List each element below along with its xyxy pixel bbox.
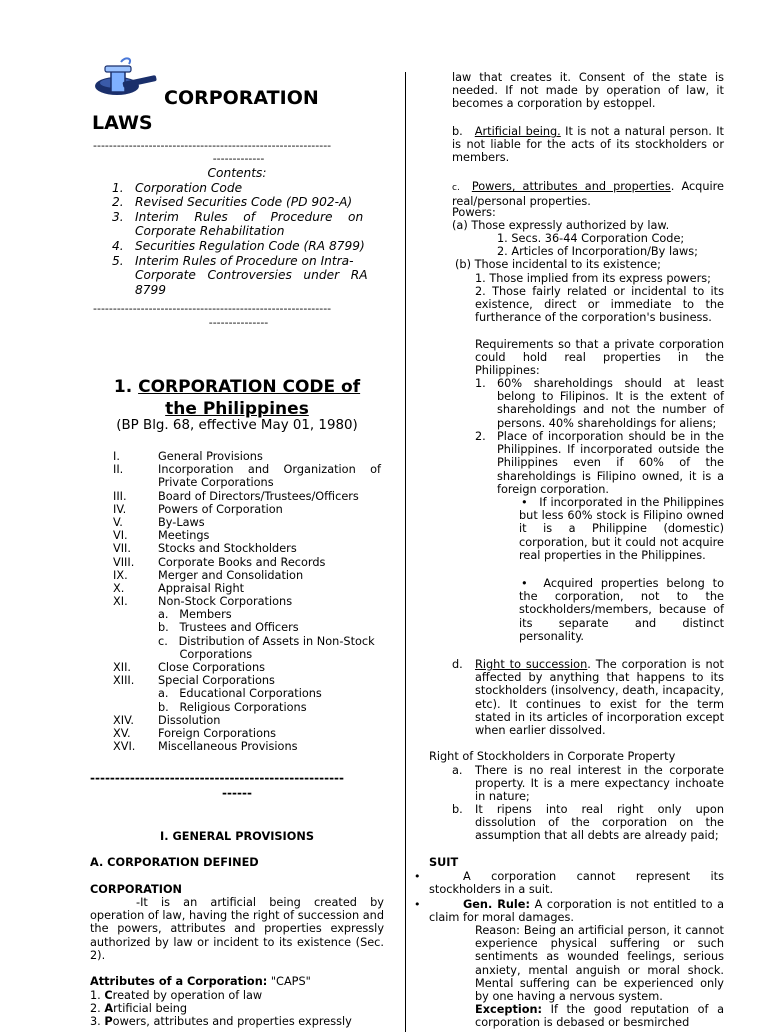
document-title: CORPORATION xyxy=(164,87,319,109)
req-1-num: 1. xyxy=(475,377,486,390)
contents-item xyxy=(90,210,384,239)
gen-rule xyxy=(429,898,724,924)
contents-item-number: 1. xyxy=(112,180,124,195)
contents-item-line: 8799 xyxy=(135,282,167,297)
toc-row xyxy=(113,714,385,727)
toc-title: Powers of Corporation xyxy=(158,502,283,516)
attributes-caps: "CAPS" xyxy=(267,975,311,988)
caps-list xyxy=(90,989,384,1029)
item-b xyxy=(452,125,724,165)
toc-title: By-Laws xyxy=(158,515,205,529)
toc-number: XV. xyxy=(113,726,131,740)
right-p1: law that creates it. Consent of the state is needed. If not made by operation of law, it becomes a corporation by estoppel. xyxy=(452,71,724,111)
item-b-text: It is not a natural person. It is not liable for the acts of its stockholders or members. xyxy=(452,125,724,165)
divider: --------------------------------------------------- xyxy=(90,772,345,785)
caps-item xyxy=(90,1002,384,1015)
contents-heading: Contents: xyxy=(207,166,267,180)
toc-title: Private Corporations xyxy=(158,476,274,490)
toc-number: XIII. xyxy=(113,674,135,688)
section-title xyxy=(90,377,384,398)
item-c-letter: c. xyxy=(452,183,460,193)
rights-b-letter: b. xyxy=(452,803,463,816)
toc-row xyxy=(113,490,385,503)
toc-number: VIII. xyxy=(113,555,135,569)
powers-a1: 1. Secs. 36-44 Corporation Code; xyxy=(497,232,685,245)
item-d-title: Right to succession xyxy=(475,658,588,671)
divider: ------------- xyxy=(212,152,265,165)
caps-letter: A xyxy=(104,1002,114,1016)
toc-row xyxy=(113,542,385,555)
item-d-letter: d. xyxy=(452,658,463,671)
toc-title: Corporate Books and Records xyxy=(158,555,326,569)
toc-number: VI. xyxy=(113,529,128,543)
toc-number: III. xyxy=(113,489,127,503)
toc-row xyxy=(113,701,385,714)
rights-heading: Right of Stockholders in Corporate Property xyxy=(429,750,676,763)
contents-item-line: Revised Securities Code (PD 902-A) xyxy=(135,195,353,210)
caps-text: rtificial being xyxy=(113,1002,188,1016)
toc-row xyxy=(113,529,385,542)
caps-letter: C xyxy=(104,989,113,1002)
contents-item-line: Corporate Controversies under RA xyxy=(135,268,368,283)
toc-row xyxy=(113,450,385,463)
bullet-1: • If incorporated in the Philippines but less 60% stock is Filipino owned it is a Philippine (domestic) corporation, but it could not acquire real properties in the Philippines. xyxy=(519,496,725,562)
toc-title: Non-Stock Corporations xyxy=(158,595,293,609)
rights-a-letter: a. xyxy=(452,764,463,777)
caps-number: 3. xyxy=(90,1015,105,1029)
contents-block xyxy=(90,166,384,297)
suit-bullet-icon: • xyxy=(414,870,421,883)
toc-title: Foreign Corporations xyxy=(158,726,277,740)
caps-number: 1. xyxy=(90,989,105,1002)
powers-b2: 2. Those fairly related or incidental to its existence, direct or immediate to the furtherance of the corporation's business. xyxy=(475,285,724,325)
caps-number: 2. xyxy=(90,1002,105,1016)
suit-1: A corporation cannot represent its stockholders in a suit. xyxy=(429,870,724,897)
contents-item-number: 2. xyxy=(112,195,124,210)
contents-item-line: Corporate Rehabilitation xyxy=(135,224,285,239)
contents-item xyxy=(90,195,384,210)
attributes-label: Attributes of a Corporation: xyxy=(90,975,268,988)
toc-title: Board of Directors/Trustees/Officers xyxy=(158,489,359,503)
contents-item-number: 5. xyxy=(112,253,124,268)
gen-rule-bullet-icon: • xyxy=(414,898,421,911)
document-title-line2: LAWS xyxy=(92,112,153,134)
powers-a2: 2. Articles of Incorporation/By laws; xyxy=(497,245,698,258)
toc-row xyxy=(113,648,385,661)
toc-title: Miscellaneous Provisions xyxy=(158,740,298,754)
bullet-2-text: Acquired properties belong to the corporation, not to the stockholders/members, because of its separate and distinct personality. xyxy=(519,577,724,643)
exception xyxy=(475,1003,724,1029)
bullet-1-text: If incorporated in the Philippines but less 60% stock is Filipino owned it is a Philippine (domestic) corporation, but it could not acquire real properties in the Philippines. xyxy=(519,496,725,562)
toc-row xyxy=(113,569,385,582)
bullet-2: • Acquired properties belong to the corporation, not to the stockholders/members, because of its separate and distinct personality. xyxy=(519,577,724,643)
exception-label: Exception: xyxy=(475,1003,543,1016)
toc-title: Dissolution xyxy=(158,713,221,727)
item-b-title: Artificial being. xyxy=(474,125,561,138)
gavel-logo-icon xyxy=(93,56,161,108)
toc-number: XII. xyxy=(113,661,131,674)
toc-row xyxy=(113,582,385,595)
item-d xyxy=(475,658,724,737)
toc-number: XIV. xyxy=(113,713,134,727)
toc-row xyxy=(113,621,385,634)
corporation-label: CORPORATION xyxy=(90,883,183,896)
toc-number: XVI. xyxy=(113,740,136,754)
contents-item-line: Interim Rules of Procedure on Intra- xyxy=(135,253,354,268)
toc-title: Appraisal Right xyxy=(158,581,245,595)
caps-item xyxy=(90,989,384,1002)
req-2: Place of incorporation should be in the Philippines. If incorporated outside the Philippines even if 60% of the shareholdings is Filipino owned, it is a foreign corporation. xyxy=(497,430,724,496)
section-title-b: the Philippines xyxy=(165,399,309,419)
toc-row xyxy=(113,727,385,740)
req-2-num: 2. xyxy=(475,430,486,443)
toc-number: IV. xyxy=(113,502,127,516)
toc-row xyxy=(113,740,385,753)
toc-row xyxy=(113,516,385,529)
toc-row xyxy=(113,608,385,621)
powers-a: (a) Those expressly authorized by law. xyxy=(452,219,670,232)
divider: ------------------------------------------------------------ xyxy=(93,302,332,315)
corporation-definition: -It is an artificial being created by operation of law, having the right of succession and the powers, attributes and properties expressly authorized by law or incident to its existence (Sec. 2). xyxy=(90,896,384,962)
item-c xyxy=(452,180,724,208)
toc-row xyxy=(113,674,385,687)
toc-row xyxy=(113,556,385,569)
toc-row xyxy=(113,476,385,489)
toc-title: b. Religious Corporations xyxy=(158,700,307,714)
item-b-letter: b. xyxy=(452,125,463,138)
heading-general-provisions: I. GENERAL PROVISIONS xyxy=(160,830,314,843)
toc-title: Special Corporations xyxy=(158,674,275,688)
toc-title: c. Distribution of Assets in Non-Stock xyxy=(158,634,375,648)
divider: ------------------------------------------------------------ xyxy=(93,139,332,152)
toc-title: Incorporation and Organization of xyxy=(158,463,382,477)
contents-item-line: Interim Rules of Procedure on xyxy=(135,209,364,224)
toc-row xyxy=(113,687,385,700)
toc-number: XI. xyxy=(113,595,128,609)
contents-item-number: 3. xyxy=(112,209,124,224)
section-number: 1. xyxy=(113,377,133,397)
toc-number: X. xyxy=(113,581,125,595)
requirements: Requirements so that a private corporation could hold real properties in the Philippines: xyxy=(475,338,724,378)
toc-title: Meetings xyxy=(158,529,210,543)
item-c-title: Powers, attributes and properties xyxy=(471,180,671,193)
powers-b1: 1. Those implied from its express powers; xyxy=(475,272,711,285)
toc-number: I. xyxy=(113,450,120,463)
divider: --------------- xyxy=(208,316,269,329)
toc-title: a. Members xyxy=(158,608,232,622)
contents-item-number: 4. xyxy=(112,238,124,253)
toc-title: Corporations xyxy=(158,647,253,661)
rights-a: There is no real interest in the corporate property. It is a mere expectancy inchoate in nature; xyxy=(475,764,724,804)
powers-b: (b) Those incidental to its existence; xyxy=(455,258,661,271)
contents-item xyxy=(90,239,384,254)
toc-title: Close Corporations xyxy=(158,661,265,674)
caps-letter: P xyxy=(104,1015,113,1029)
toc-title: b. Trustees and Officers xyxy=(158,621,299,635)
contents-item xyxy=(90,181,384,196)
section-subtitle: (BP Blg. 68, effective May 01, 1980) xyxy=(116,418,358,433)
contents-item-line: Corporation Code xyxy=(135,180,243,195)
item-c-text: . Acquire real/personal properties. xyxy=(452,180,724,209)
divider: ------ xyxy=(222,787,252,800)
column-divider xyxy=(405,72,406,1032)
contents-list xyxy=(90,181,384,298)
toc-number: V. xyxy=(113,515,123,529)
section-title-a: CORPORATION CODE of xyxy=(138,377,361,397)
reason: Reason: Being an artificial person, it cannot experience physical suffering or such sentiments as wounded feelings, serious anxiety, mental anguish or moral shock. Mental suffering can be experienced only by one having a nervous system. xyxy=(475,924,724,1004)
toc-row xyxy=(113,463,385,476)
toc-row xyxy=(113,595,385,608)
req-1: 60% shareholdings should at least belong to Filipinos. It is the extent of shareholdings and not the number of persons. 40% shareholdings for aliens; xyxy=(497,377,724,430)
toc-title: Stocks and Stockholders xyxy=(158,542,297,556)
caps-text: owers, attributes and properties expressly xyxy=(112,1015,352,1029)
gen-rule-label: Gen. Rule: xyxy=(463,898,530,911)
toc-number: IX. xyxy=(113,568,128,582)
toc-title: a. Educational Corporations xyxy=(158,687,322,701)
toc xyxy=(113,450,385,753)
toc-number: VII. xyxy=(113,542,131,556)
toc-row xyxy=(113,503,385,516)
caps-text: reated by operation of law xyxy=(112,989,263,1002)
attributes-heading xyxy=(90,975,311,988)
heading-corporation-defined: A. CORPORATION DEFINED xyxy=(90,856,259,869)
caps-item xyxy=(90,1015,384,1028)
gen-rule-text: A corporation is not entitled to a claim for moral damages. xyxy=(429,898,724,925)
toc-title: Merger and Consolidation xyxy=(158,568,304,582)
toc-row xyxy=(113,661,385,674)
rights-b: It ripens into real right only upon dissolution of the corporation on the assumption that all debts are already paid; xyxy=(475,803,724,843)
toc-row xyxy=(113,635,385,648)
toc-title: General Provisions xyxy=(158,450,263,463)
item-d-text: . The corporation is not affected by anything that happens to its stockholders (insolvency, death, incapacity, etc). It continues to exist for the term stated in its articles of incorporation except when earlier dissolved. xyxy=(475,658,724,738)
contents-item-line: Securities Regulation Code (RA 8799) xyxy=(135,238,365,253)
exception-text: If the good reputation of a corporation is debased or besmirched xyxy=(475,1003,724,1030)
toc-number: II. xyxy=(113,463,124,477)
powers-label: Powers: xyxy=(452,206,496,219)
suit-heading: SUIT xyxy=(429,856,459,869)
contents-item xyxy=(90,254,384,298)
